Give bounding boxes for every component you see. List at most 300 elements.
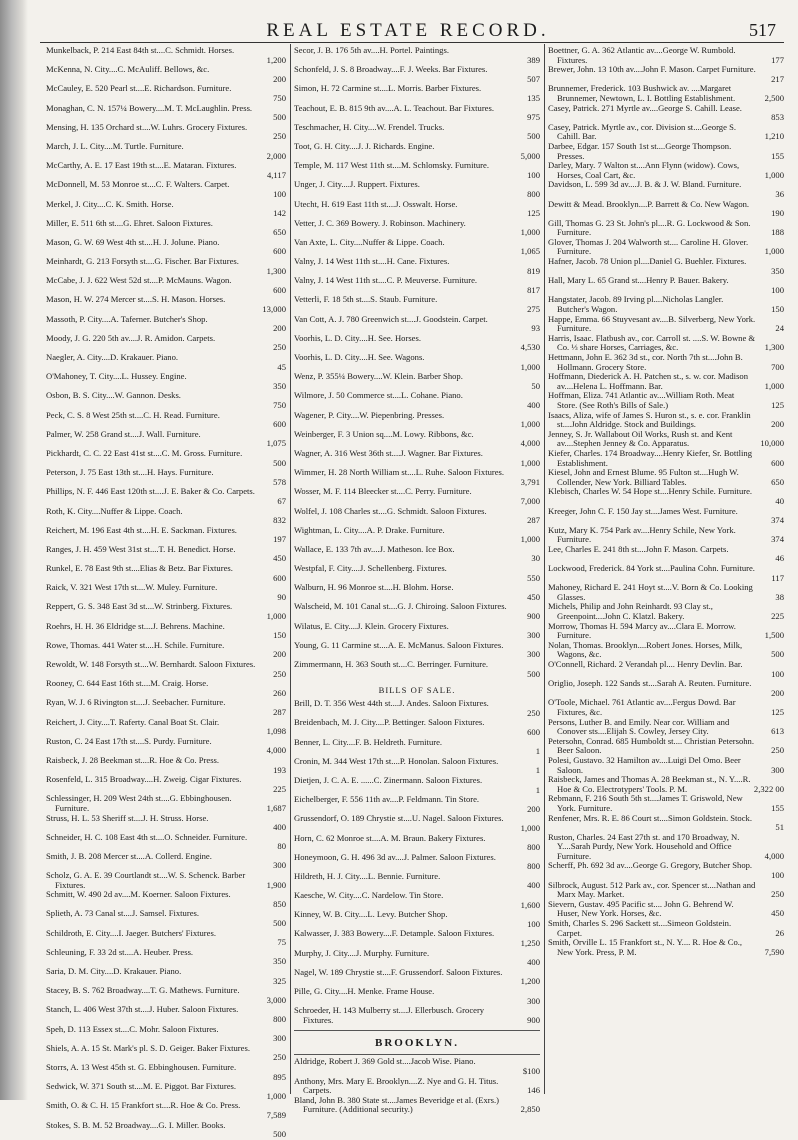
list-item	[294, 872, 540, 891]
list-item	[46, 468, 286, 487]
entry-amount: 155	[771, 802, 784, 813]
entry-amount: 250	[273, 1052, 286, 1063]
entry-text: Ruston, Charles. 24 East 27th st. and 170 Broadway, N. Y....Sarah Purdy, New York. Household and Office Furniture.	[548, 831, 740, 861]
entry-amount: 275	[527, 304, 540, 315]
entry-amount: 1,200	[266, 54, 286, 65]
list-item	[548, 468, 784, 487]
entry-amount: 200	[273, 73, 286, 84]
entry-text: Persons, Luther B. and Emily. Near cor. William and Conover sts....Elijah S. Cowley, Jersey City.	[548, 716, 730, 737]
list-item	[548, 602, 784, 621]
entry-amount: 600	[273, 284, 286, 295]
entry-text: Wilmore, J. 50 Commerce st....L. Cohane. Piano.	[294, 390, 463, 401]
entry-text: Raick, V. 321 West 17th st....W. Muley. Furniture.	[46, 582, 218, 593]
entry-amount: 7,000	[520, 495, 540, 506]
entry-text: Raisbeck, James and Thomas A. 28 Beekman st., N. Y....R. Hoe & Co. Electrotypers' Tools. P. M.	[548, 774, 751, 794]
entry-amount: 800	[273, 1013, 286, 1024]
column-3	[548, 46, 784, 1092]
list-item	[46, 909, 286, 928]
list-item	[548, 430, 784, 449]
list-item	[548, 123, 784, 142]
list-item	[294, 583, 540, 602]
list-item	[46, 142, 286, 161]
list-item	[294, 757, 540, 776]
entry-amount: 93	[531, 323, 540, 334]
entry-text: Nolan, Thomas. Brooklyn....Robert Jones. Horses, Milk, Wagons, &c.	[548, 639, 743, 660]
entry-text: Polesi, Gustavo. 32 Hamilton av....Luigi Del Omo. Beer Saloon.	[548, 754, 741, 775]
entry-amount: 400	[527, 957, 540, 968]
column-1	[46, 45, 286, 1140]
list-item	[294, 602, 540, 621]
list-item	[46, 315, 286, 334]
entry-amount: 1,900	[266, 879, 286, 890]
list-item	[548, 545, 784, 564]
entry-amount: 650	[771, 476, 784, 487]
entry-amount: 817	[527, 284, 540, 295]
list-item	[46, 46, 286, 65]
entry-amount: 600	[273, 572, 286, 583]
entry-amount: 600	[527, 726, 540, 737]
list-item	[294, 238, 540, 257]
entry-amount: 400	[273, 822, 286, 833]
entry-amount: 40	[775, 495, 784, 506]
entry-text: Rowe, Thomas. 441 Water st....H. Schile. Furniture.	[46, 639, 225, 650]
entry-text: Wagner, A. 316 West 36th st....J. Wagner. Bar Fixtures.	[294, 447, 483, 458]
entry-amount: 400	[527, 880, 540, 891]
list-item	[294, 1006, 540, 1025]
entry-text: Wenz, P. 355¼ Bowery....W. Klein. Barber Shop.	[294, 371, 463, 382]
entry-amount: 750	[273, 92, 286, 103]
entry-amount: 51	[775, 822, 784, 833]
entry-text: Wolfel, J. 108 Charles st....G. Schmidt. Saloon Fixtures.	[294, 505, 487, 516]
entry-text: Simon, H. 72 Carmine st....L. Morris. Barber Fixtures.	[294, 83, 482, 94]
entry-amount: 200	[527, 803, 540, 814]
entry-amount: 1	[535, 784, 540, 795]
list-item	[46, 84, 286, 103]
entry-amount: 125	[771, 399, 784, 410]
entry-amount: 7,590	[764, 946, 784, 957]
page-number: 517	[749, 20, 776, 40]
entry-text: Secor, J. B. 176 5th av....H. Portel. Paintings.	[294, 45, 449, 55]
entry-amount: 1	[535, 746, 540, 757]
entry-text: Wosser, M. F. 114 Bleecker st....C. Perry. Furniture.	[294, 486, 472, 497]
entry-text: Van Axte, L. City....Nuffer & Lippe. Coach.	[294, 236, 445, 247]
entry-amount: 832	[273, 515, 286, 526]
list-item	[294, 161, 540, 180]
entry-amount: 100	[771, 668, 784, 679]
list-item	[46, 660, 286, 679]
list-item	[294, 910, 540, 929]
list-item	[46, 583, 286, 602]
entry-amount: 500	[273, 457, 286, 468]
entry-amount: 1,098	[266, 726, 286, 737]
entry-text: Phillips, N. F. 446 East 120th st....J. E. Baker & Co. Carpets.	[46, 486, 255, 497]
entry-text: Kiefer, Charles. 174 Broadway....Henry Kiefer, Sr. Bottling Establishment.	[548, 447, 752, 468]
entry-amount: 1,250	[520, 938, 540, 949]
entry-text: Morrow, Thomas H. 594 Marcy av....Clara E. Morrow. Furniture.	[548, 620, 736, 641]
entry-amount: 1,000	[764, 246, 784, 257]
entry-text: Runkel, E. 78 East 9th st....Elias & Betz. Bar Fixtures.	[46, 563, 233, 574]
list-item	[294, 468, 540, 487]
entry-amount: 300	[771, 764, 784, 775]
entry-text: Stanch, L. 406 West 37th st....J. Huber. Saloon Fixtures.	[46, 1004, 239, 1015]
entry-amount: 287	[273, 706, 286, 717]
entry-amount: 1,000	[520, 419, 540, 430]
list-item	[548, 315, 784, 334]
entry-text: Honeymoon, G. H. 496 3d av....J. Palmer. Saloon Fixtures.	[294, 851, 496, 862]
entry-text: Hoffmann, Diederick A. H. Patchen st., s. w. cor. Madison av....Helena L. Hoffmann. Bar.	[548, 371, 749, 391]
entry-amount: 2,500	[764, 92, 784, 103]
entry-amount: 200	[273, 649, 286, 660]
entry-amount: 250	[771, 889, 784, 900]
entry-text: Rooney, C. 644 East 16th st....M. Craig. Horse.	[46, 678, 209, 689]
entry-text: Kutz, Mary K. 754 Park av....Henry Schile, New York. Furniture.	[548, 524, 736, 545]
entry-amount: 1,065	[520, 246, 540, 257]
entry-amount: 500	[527, 131, 540, 142]
list-item	[46, 545, 286, 564]
list-item	[294, 276, 540, 295]
list-item	[294, 295, 540, 314]
list-item	[294, 795, 540, 814]
list-item	[548, 372, 784, 391]
entry-text: Murphy, J. City....J. Murphy. Furniture.	[294, 947, 430, 958]
entry-amount: 500	[273, 112, 286, 123]
entry-text: Hall, Mary L. 65 Grand st....Henry P. Bauer. Bakery.	[548, 275, 729, 286]
entry-amount: 1,210	[764, 131, 784, 142]
entry-amount: 197	[273, 534, 286, 545]
entry-text: Lee, Charles E. 241 8th st....John F. Mason. Carpets.	[548, 543, 729, 554]
entry-text: Roth, K. City....Nuffer & Lippe. Coach.	[46, 505, 183, 516]
list-item	[294, 1077, 540, 1096]
entry-amount: 100	[771, 870, 784, 881]
list-item	[294, 65, 540, 84]
list-item	[46, 756, 286, 775]
entry-amount: 150	[771, 304, 784, 315]
entry-text: Sievern, Gustav. 495 Pacific st.... John G. Behrend W. Huser, New York. Horses, &c.	[548, 898, 734, 919]
list-item	[548, 161, 784, 180]
entry-text: O'Connell, Richard. 2 Verandah pl.... Henry Devlin. Bar.	[548, 659, 743, 669]
entry-text: Teschmacher, H. City....W. Frendel. Trucks.	[294, 121, 445, 132]
entry-text: Roehrs, H. H. 36 Eldridge st....J. Behrens. Machine.	[46, 620, 225, 631]
list-item	[548, 507, 784, 526]
entry-text: Origlio, Joseph. 122 Sands st....Sarah A. Reuten. Furniture.	[548, 678, 752, 689]
list-item	[548, 526, 784, 545]
entry-text: Boettner, G. A. 362 Atlantic av....George W. Rumbold. Fixtures.	[548, 45, 736, 65]
entry-amount: 450	[273, 553, 286, 564]
list-item	[294, 334, 540, 353]
entry-amount: 300	[273, 1033, 286, 1044]
list-item	[46, 1082, 286, 1101]
list-item	[548, 353, 784, 372]
entry-amount: 150	[273, 630, 286, 641]
entry-text: Ryan, W. J. 6 Rivington st....J. Seebacher. Furniture.	[46, 697, 226, 708]
list-item	[294, 104, 540, 123]
entry-amount: 177	[771, 54, 784, 65]
entry-text: Van Cott, A. J. 780 Greenwich st....J. Goodstein. Carpet.	[294, 313, 488, 324]
entry-text: Wimmer, H. 28 North William st....L. Ruhe. Saloon Fixtures.	[294, 467, 505, 478]
list-item	[46, 353, 286, 372]
entry-text: Miller, E. 511 6th st....G. Ehret. Saloon Fixtures.	[46, 217, 213, 228]
entry-amount: 600	[771, 457, 784, 468]
entry-text: Zimmermann, H. 363 South st....C. Berringer. Furniture.	[294, 659, 489, 669]
entry-text: Voorhis, L. D. City....H. See. Wagons.	[294, 352, 425, 362]
entry-amount: 200	[273, 323, 286, 334]
entry-text: Unger, J. City....J. Ruppert. Fixtures.	[294, 179, 420, 190]
entry-text: Bland, John B. 380 State st....James Beveridge et al. (Exrs.) Furniture. (Additional security.)	[294, 1094, 500, 1115]
list-item	[294, 507, 540, 526]
entry-amount: 100	[527, 918, 540, 929]
list-item	[46, 737, 286, 756]
entry-amount: 3,791	[520, 476, 540, 487]
list-item	[294, 968, 540, 987]
entry-amount: 750	[273, 399, 286, 410]
list-item	[46, 180, 286, 199]
entry-text: Vetter, J. C. 369 Bowery. J. Robinson. Machinery.	[294, 217, 466, 228]
list-item	[548, 794, 784, 813]
entry-text: Merkel, J. City....C. K. Smith. Horse.	[46, 198, 174, 209]
list-item	[548, 257, 784, 276]
entry-text: Palmer, W. 258 Grand st....J. Wall. Furniture.	[46, 428, 201, 439]
entry-text: Schneider, H. C. 108 East 4th st....O. Schneider. Furniture.	[46, 831, 248, 842]
entry-text: Hafner, Jacob. 78 Union pl....Daniel G. Buehler. Fixtures.	[548, 256, 747, 267]
list-item	[46, 775, 286, 794]
entry-text: Pickhardt, C. C. 22 East 41st st....C. M. Gross. Furniture.	[46, 447, 243, 458]
entry-text: Smith, O. & C. H. 15 Frankfort st....R. Hoe & Co. Press.	[46, 1100, 241, 1111]
entry-text: Anthony, Mrs. Mary E. Brooklyn....Z. Nye and G. H. Titus. Carpets.	[294, 1075, 499, 1096]
list-item	[46, 1063, 286, 1082]
brooklyn-heading: BROOKLYN.	[375, 1037, 459, 1050]
entry-text: March, J. L. City....M. Turtle. Furniture.	[46, 140, 184, 151]
list-item	[294, 814, 540, 833]
entry-text: Schildroth, E. City....I. Jaeger. Butchers' Fixtures.	[46, 927, 216, 938]
entry-text: Young, G. 11 Carmine st....A. E. McManus. Saloon Fixtures.	[294, 639, 504, 650]
entry-amount: 250	[273, 131, 286, 142]
list-item	[46, 852, 286, 871]
entry-amount: 1,000	[764, 169, 784, 180]
list-item	[294, 123, 540, 142]
list-item	[46, 1005, 286, 1024]
list-item	[294, 84, 540, 103]
entry-amount: 1,300	[266, 265, 286, 276]
entry-text: Kaesche, W. City....C. Nardelow. Tin Store.	[294, 890, 444, 901]
entry-text: Toot, G. H. City....J. J. Richards. Engine.	[294, 140, 435, 151]
header-rule	[40, 42, 784, 43]
entry-amount: 225	[771, 611, 784, 622]
entry-text: Wallace, E. 133 7th av....J. Matheson. Ice Box.	[294, 543, 455, 554]
entry-text: Casey, Patrick. Myrtle av., cor. Division st....George S. Cahill. Bar.	[548, 121, 736, 142]
entry-text: Happe, Emma. 66 Stuyvesant av....B. Silverberg, New York. Furniture.	[548, 313, 756, 334]
list-item	[46, 219, 286, 238]
section-rule	[294, 1030, 540, 1031]
list-item	[548, 919, 784, 938]
entry-amount: 500	[771, 649, 784, 660]
list-item	[548, 881, 784, 900]
entry-amount: 507	[527, 73, 540, 84]
list-item	[46, 890, 286, 909]
entry-text: Reppert, G. S. 348 East 3d st....W. Strinberg. Fixtures.	[46, 601, 233, 612]
entry-text: Dewitt & Mead. Brooklyn....P. Barrett & Co. New Wagon.	[548, 198, 750, 209]
entry-text: Stacey, B. S. 762 Broadway....T. G. Mathews. Furniture.	[46, 985, 240, 996]
entry-amount: 500	[527, 668, 540, 679]
entry-text: Speh, D. 113 Essex st....C. Mohr. Saloon Fixtures.	[46, 1023, 219, 1034]
list-item	[46, 411, 286, 430]
entry-text: Mahoney, Richard E. 241 Hoyt st....V. Born & Co. Looking Glasses.	[548, 582, 753, 602]
entry-amount: 350	[273, 380, 286, 391]
list-item	[548, 698, 784, 717]
entry-amount: 550	[527, 572, 540, 583]
entry-amount: 975	[527, 112, 540, 123]
list-item	[46, 487, 286, 506]
list-item	[46, 622, 286, 641]
list-item	[46, 1101, 286, 1120]
list-item	[548, 641, 784, 660]
entry-amount: 1,000	[520, 227, 540, 238]
entry-text: Glover, Thomas J. 204 Walworth st.... Caroline H. Glover. Furniture.	[548, 236, 749, 257]
list-item	[46, 967, 286, 986]
list-item	[548, 718, 784, 737]
list-item	[46, 430, 286, 449]
entry-text: Nagel, W. 189 Chrystie st....F. Grussendorf. Saloon Fixtures.	[294, 966, 503, 977]
list-item	[294, 545, 540, 564]
entry-text: Darley, Mary. 7 Walton st....Ann Flynn (widow). Cows, Horses, Coal Cart, &c.	[548, 160, 740, 180]
list-item	[548, 660, 784, 679]
list-item	[294, 1096, 540, 1115]
entry-text: Brill, D. T. 356 West 44th st....J. Andes. Saloon Fixtures.	[294, 698, 489, 709]
entry-amount: 2,322 00	[753, 783, 784, 794]
list-item	[548, 84, 784, 103]
entry-amount: 250	[273, 668, 286, 679]
entry-amount: 1,000	[520, 822, 540, 833]
list-item	[294, 449, 540, 468]
entry-amount: 578	[273, 476, 286, 487]
list-item	[46, 718, 286, 737]
entry-text: Wightman, L. City....A. P. Drake. Furniture.	[294, 524, 445, 535]
entry-amount: 389	[527, 54, 540, 65]
entry-text: Brewer, John. 13 10th av....John F. Mason. Carpet Furniture.	[548, 64, 756, 75]
list-item	[548, 679, 784, 698]
entry-text: Vetterli, F. 18 5th st....S. Staub. Furniture.	[294, 294, 438, 305]
entry-amount: 100	[771, 284, 784, 295]
list-item	[294, 315, 540, 334]
entry-amount: 1,000	[520, 457, 540, 468]
entry-amount: 188	[771, 227, 784, 238]
entry-amount: 325	[273, 975, 286, 986]
list-item	[548, 295, 784, 314]
entry-amount: 117	[771, 572, 784, 583]
entry-text: Breidenbach, M. J. City....P. Bettinger. Saloon Fixtures.	[294, 717, 485, 728]
list-item	[548, 861, 784, 880]
entry-amount: 613	[771, 726, 784, 737]
list-item	[548, 756, 784, 775]
list-item	[294, 372, 540, 391]
entry-amount: 800	[527, 861, 540, 872]
entry-amount: 300	[527, 995, 540, 1006]
entry-amount: 287	[527, 515, 540, 526]
entry-text: Scherff, Ph. 692 3d av....George G. Gregory, Butcher Shop.	[548, 860, 753, 871]
list-item	[548, 219, 784, 238]
entry-amount: 4,000	[764, 850, 784, 861]
entry-text: Dietjen, J. C. A. E. ......C. Zinermann. Saloon Fixtures.	[294, 774, 483, 785]
entry-text: Peck, C. S. 8 West 25th st....C. H. Read. Furniture.	[46, 409, 220, 420]
entry-text: Schonfeld, J. S. 8 Broadway....F. J. Weeks. Bar Fixtures.	[294, 64, 488, 75]
entry-text: McDonnell, M. 53 Monroe st....C. F. Walters. Carpet.	[46, 179, 230, 190]
entry-amount: 142	[273, 208, 286, 219]
entry-amount: 67	[277, 495, 286, 506]
entry-amount: 1,000	[520, 361, 540, 372]
list-item	[46, 372, 286, 391]
entry-text: Schroeder, H. 143 Mulberry st....J. Ellerbusch. Grocery Fixtures.	[294, 1005, 485, 1025]
entry-text: Rewoldt, W. 148 Forsyth st....W. Bernhardt. Saloon Fixtures.	[46, 659, 256, 669]
entry-text: Mason, G. W. 69 West 4th st....H. J. Jolune. Piano.	[46, 236, 220, 247]
list-item	[294, 699, 540, 718]
list-item	[46, 948, 286, 967]
entry-text: Valny, J. 14 West 11th st....H. Cane. Fixtures.	[294, 256, 450, 267]
entry-text: Smith, J. B. 208 Mercer st....A. Collerd. Engine.	[46, 850, 212, 861]
entry-amount: 100	[527, 169, 540, 180]
entry-text: Jenney, S. Jr. Wallabout Oil Works, Rush st. and Kent av....Stephen Jenney & Co. Apparatus.	[548, 428, 733, 449]
list-item	[46, 65, 286, 84]
section-rule	[294, 1054, 540, 1055]
entry-text: Weinberger, F. 3 Union sq....M. Lowy. Ribbons, &c.	[294, 428, 474, 439]
list-item	[46, 1044, 286, 1063]
list-item	[46, 276, 286, 295]
list-item	[294, 142, 540, 161]
list-item	[548, 938, 784, 957]
list-item	[46, 698, 286, 717]
entry-amount: 1,000	[764, 380, 784, 391]
list-item	[294, 180, 540, 199]
entry-text: Kinney, W. B. City....L. Levy. Butcher Shop.	[294, 909, 448, 920]
entry-text: Westpfal, F. City....J. Schellenberg. Fixtures.	[294, 563, 447, 574]
list-item	[294, 411, 540, 430]
list-item	[294, 929, 540, 948]
entry-amount: 100	[273, 188, 286, 199]
entry-amount: 900	[527, 1014, 540, 1025]
entry-text: Eichelberger, F. 556 11th av....P. Feldmann. Tin Store.	[294, 794, 480, 805]
entry-text: Ruston, C. 24 East 17th st....S. Purdy. Furniture.	[46, 735, 212, 746]
entry-text: Munkelback, P. 214 East 84th st....C. Schmidt. Horses.	[46, 45, 235, 55]
entry-text: Michels, Philip and John Reinhardt. 93 Clay st., Greenpoint....John C. Klatzl. Bakery.	[548, 601, 713, 622]
entry-text: Renfener, Mrs. R. E. 86 Court st....Simon Goldstein. Stock.	[548, 812, 752, 823]
entry-text: Meinhardt, G. 213 Forsyth st....G. Fischer. Bar Fixtures.	[46, 256, 239, 267]
list-item	[46, 929, 286, 948]
list-item	[294, 660, 540, 679]
entry-amount: 800	[527, 842, 540, 853]
list-item	[294, 738, 540, 757]
entry-amount: 225	[273, 783, 286, 794]
entry-text: Lockwood, Frederick. 84 York st....Paulina Cohn. Furniture.	[548, 563, 755, 574]
entry-amount: 400	[527, 399, 540, 410]
list-item	[548, 583, 784, 602]
entry-amount: 895	[273, 1071, 286, 1082]
entry-text: Benner, L. City....F. B. Heldreth. Furniture.	[294, 736, 443, 747]
entry-amount: 250	[273, 342, 286, 353]
entry-amount: 260	[273, 687, 286, 698]
entry-amount: 50	[531, 380, 540, 391]
list-item	[46, 161, 286, 180]
entry-amount: 45	[277, 361, 286, 372]
entry-amount: 38	[775, 591, 784, 602]
entry-amount: 374	[771, 534, 784, 545]
entry-amount: 10,000	[760, 438, 784, 449]
list-item	[294, 200, 540, 219]
list-item	[548, 65, 784, 84]
entry-text: Mason, H. W. 274 Mercer st....S. H. Mason. Horses.	[46, 294, 226, 305]
entry-amount: 500	[273, 918, 286, 929]
column-2	[294, 45, 540, 1115]
list-item	[46, 814, 286, 833]
entry-amount: 819	[527, 265, 540, 276]
entry-amount: 200	[771, 687, 784, 698]
